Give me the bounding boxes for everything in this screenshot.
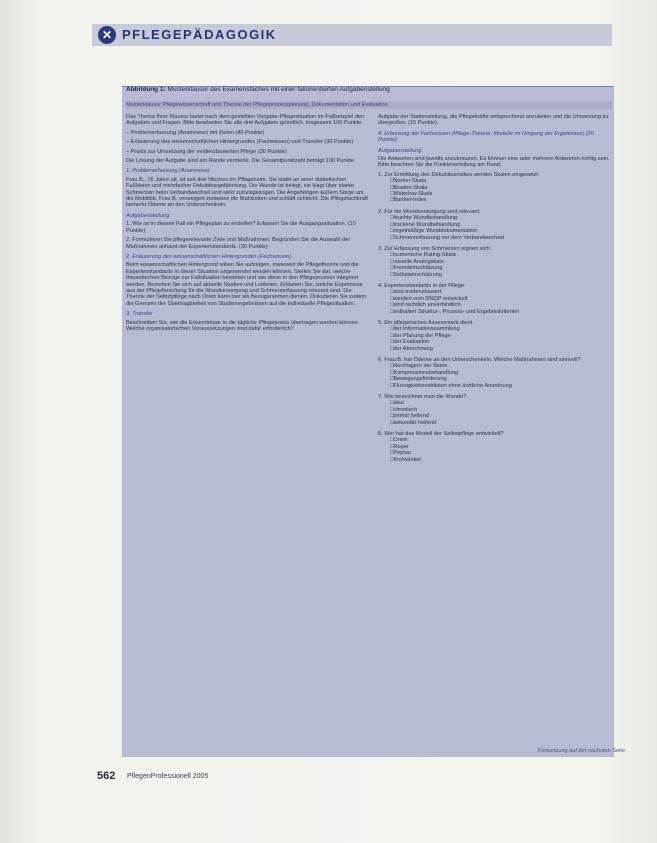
task-item: 2. Formulieren Sie pflegerelevante Ziele und Maßnahmen. Begründen Sie die Auswahl der Maßnahmen anhand der Expertenstandards. (30 Punkte) (126, 237, 351, 250)
question-list (378, 172, 614, 463)
question-text: 2. Für die Wundversorgung sind relevant: (378, 208, 481, 215)
answer-checkbox-option[interactable]: □ Norton-Skala (378, 178, 614, 184)
answer-checkbox-option[interactable]: □ trockene Wundbehandlung (378, 222, 614, 228)
section-logo-icon: ✕ (98, 26, 116, 44)
section-heading: 4. Erfassung der Fachwissen (Pflege-Theorie, Modelle im Umgang der Ergebnisse) (20 Punkte) (378, 130, 594, 144)
question-block (378, 246, 614, 278)
body-text: Beim wissenschaftlichen Hintergrund sollen Sie aufzeigen, inwieweit die Pflegetheorie und die Expertenstandards in dieser Situation angewendet werden können. Stellen Sie dar, welche theoretischen Bezüge zur Fallsituation bestehen und wie diese in den Pflegeprozess integriert werden. Beziehen Sie sich auf aktuelle Studien und Leitlinien. Erläutern Sie, welche Ergebnisse aus der Pflegeforschung für die Wundversorgung und Schmerzerfassung relevant sind. Die Theorie der Selbstpflege nach Orem kann hier als Bezugsrahmen dienen. Diskutieren Sie zudem die Grenzen der Übertragbarkeit von Studienergebnissen auf die individuelle Pflegesituation. (126, 262, 367, 307)
answer-checkbox-option[interactable]: □ der Evaluation (378, 339, 614, 345)
question-block (378, 283, 614, 315)
intro-item: – Praxis zur Umsetzung der evidenzbasierten Pflege (30 Punkte) (126, 148, 287, 155)
instructions-text: Die Antworten sind jeweils anzukreuzen. Es können eine oder mehrere Antworten richtig sein. Bitte beachten Sie die Punkteverteilung am Rand. (378, 156, 610, 169)
answer-checkbox-option[interactable]: □ numerische Rating-Skala (378, 252, 614, 258)
answer-checkbox-option[interactable]: □ enthalten Struktur-, Prozess- und Ergebniskriterien (378, 309, 614, 315)
section-heading: Aufgabenstellung (378, 147, 422, 154)
intro-note: Die Lösung der Aufgabe sind am Rande vermerkt. Die Gesamtpunktzahl beträgt 100 Punkte. (126, 158, 356, 165)
question-block (378, 320, 614, 352)
answer-checkbox-option[interactable]: □ Barthel-Index (378, 197, 614, 203)
answer-checkbox-option[interactable]: □ sekundär heilend (378, 420, 614, 426)
answer-checkbox-option[interactable]: □ Braden-Skala (378, 185, 614, 191)
answer-checkbox-option[interactable]: □ chronisch (378, 407, 614, 413)
figure-caption (126, 86, 612, 93)
question-block (378, 172, 614, 204)
question-text: 3. Zur Erfassung von Schmerzen eignen sich: (378, 245, 492, 252)
answer-checkbox-option[interactable]: □ Flüssigkeitsrestriktion ohne ärztliche Anordnung (378, 383, 614, 389)
answer-checkbox-option[interactable]: □ feuchte Wundbehandlung (378, 215, 614, 221)
answer-checkbox-option[interactable]: □ Hochlagern der Beine (378, 363, 614, 369)
figure-caption-text: Musterklausur des Examensfaches mit einer fallorientierten Aufgabenstellung (167, 86, 390, 93)
intro-item: – Erläuterung des wissenschaftlichen Hintergrundes (Fachwissen) und Transfer (30 Punkte) (126, 139, 354, 146)
figure-subhead: Musterklausur Pflegewissenschaft und Theorie der Pflegeprozessplanung, Dokumentation und Evaluation (126, 101, 612, 109)
answer-checkbox-option[interactable]: □ primär heilend (378, 413, 614, 419)
answer-checkbox-option[interactable]: □ Bewegungsförderung (378, 376, 614, 382)
section-heading: Aufgabenstellung (126, 212, 170, 219)
question-text: 8. Wer hat das Modell der Selbstpflege entwickelt? (378, 431, 504, 438)
answer-checkbox-option[interactable]: □ Selbsteinschätzung (378, 272, 614, 278)
question-text: 4. Expertenstandards in der Pflege: (378, 282, 466, 289)
question-block (378, 394, 614, 426)
answer-checkbox-option[interactable]: □ der Informationssammlung (378, 326, 614, 332)
question-block (378, 357, 614, 389)
answer-checkbox-option[interactable]: □ akut (378, 400, 614, 406)
left-column (126, 114, 370, 335)
answer-checkbox-option[interactable]: □ visuelle Analogskala (378, 259, 614, 265)
task-item: 1. Wie ist in diesem Fall ein Pflegeplan zu erstellen? Erfassen Sie die Ausgangssituation. (10 Punkte) (126, 221, 356, 234)
answer-checkbox-option[interactable]: □ Schmerzerfassung vor dem Verbandwechsel (378, 235, 614, 241)
answer-checkbox-option[interactable]: □ Orem (378, 437, 614, 443)
section-heading: 3. Transfer (126, 311, 153, 318)
answer-checkbox-option[interactable]: □ Waterlow-Skala (378, 191, 614, 197)
answer-checkbox-option[interactable]: □ Roper (378, 444, 614, 450)
journal-name: PflegenProfessionell 2005 (127, 773, 209, 780)
intro-text: Das Thema Ihrer Klausur lautet nach dem gestellten Vorgabe-Pflegesituation im Fallbeispiel den Aufgaben und Fragen. Bitte bearbeiten Sie alle drei Aufgaben gründlich. Insgesamt 100 Punkte. (126, 114, 365, 127)
continuation-note: Fortsetzung auf der nächsten Seite (538, 748, 626, 754)
section-heading: 1. Problemerfassung (Anamnese) (126, 168, 210, 175)
question-text: 5. Ein pflegerisches Assessment dient: (378, 319, 474, 326)
page-number: 562 (97, 770, 116, 782)
continued-text: Aufgabe der Stationsleitung, die Pflegekräfte entsprechend anzuleiten und die Umsetzung zu überprüfen. (15 Punkte) (378, 114, 609, 127)
intro-item: – Problemerfassung (Anamnese) mit Zielen (40 Punkte) (126, 129, 265, 136)
answer-checkbox-option[interactable]: □ der Planung der Pflege (378, 333, 614, 339)
question-text: 7. Wie bezeichnet man die Wunde? (378, 394, 467, 401)
question-block (378, 209, 614, 241)
answer-checkbox-option[interactable]: □ sind evidenzbasiert (378, 289, 614, 295)
transfer-text: Beschreiben Sie, wie die Erkenntnisse in die tägliche Pflegepraxis übertragen werden können. Welche organisatorischen Voraussetzungen sind dafür erforderlich? (126, 319, 360, 332)
answer-checkbox-option[interactable]: □ regelmäßige Wunddokumentation (378, 228, 614, 234)
answer-checkbox-option[interactable]: □ werden vom DNQP entwickelt (378, 296, 614, 302)
question-block (378, 431, 614, 463)
answer-checkbox-option[interactable]: □ sind rechtlich unverbindlich (378, 302, 614, 308)
answer-checkbox-option[interactable]: □ Kompressionsbehandlung (378, 370, 614, 376)
case-description: Frau B., 76 Jahre alt, ist seit drei Wochen im Pflegeheim. Sie leidet an einer diabetischen Fußläsion und mehrfacher Dekubitusgefährdung. Die Wunde ist belegt, sie klagt über starke Schmerzen beim Verbandwechsel und wirkt zurückgezogen. Die Angehörigen äußern Sorge um die Mobilität. Frau B. verweigert zeitweise die Mahlzeiten und schläft schlecht. Die Pflegefachkraft bemerkt Ödeme an den Unterschenkeln. (126, 176, 368, 209)
figure-caption-label: Abbildung 1: (126, 86, 166, 93)
answer-checkbox-option[interactable]: □ der Abrechnung (378, 346, 614, 352)
right-column (378, 114, 614, 468)
answer-checkbox-option[interactable]: □ Peplau (378, 450, 614, 456)
section-heading: 2. Erläuterung des wissenschaftlichen Hintergrundes (Fachwissen) (126, 253, 292, 260)
section-title: PFLEGEPÄDAGOGIK (122, 27, 277, 42)
answer-checkbox-option[interactable]: □ Krohwinkel (378, 457, 614, 463)
question-text: 6. Frau B. hat Ödeme an den Unterschenkeln. Welche Maßnahmen sind sinnvoll? (378, 357, 581, 363)
answer-checkbox-option[interactable]: □ Fremdeinschätzung (378, 265, 614, 271)
question-text: 1. Zur Ermittlung des Dekubitusrisikos werden Skalen eingesetzt: (378, 171, 540, 178)
